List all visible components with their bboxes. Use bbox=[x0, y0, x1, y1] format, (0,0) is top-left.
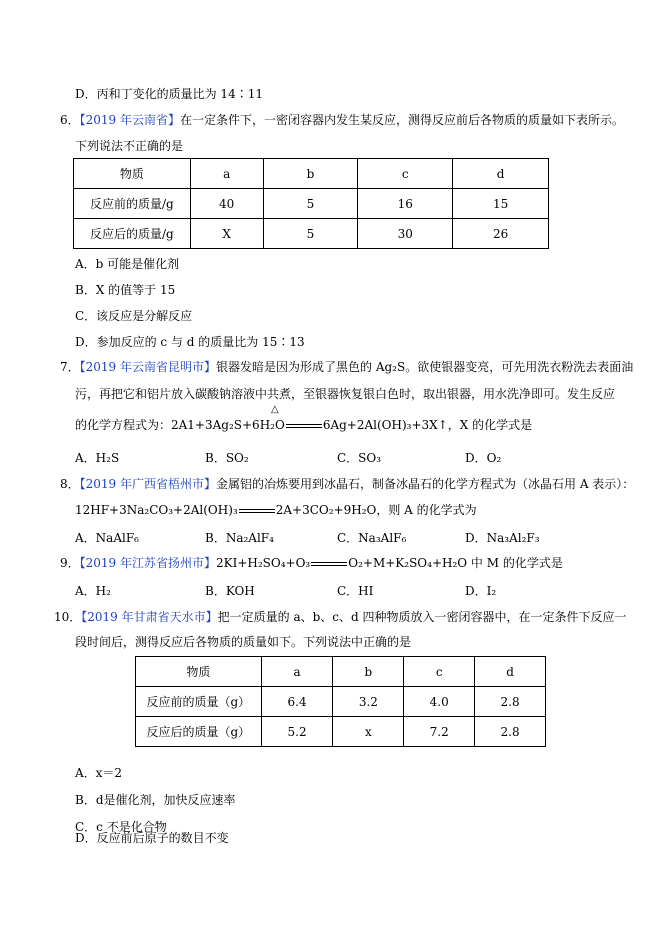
q8-option-d: D．Na₃Al₂F₃ bbox=[465, 531, 540, 545]
cell: c bbox=[358, 159, 453, 189]
eq-right: 2A+3CO₂+9H₂O，则 A 的化学式为 bbox=[275, 503, 477, 517]
q8-number: 8． bbox=[60, 477, 80, 491]
q7-source: 【2019 年云南省昆明市】 bbox=[79, 360, 216, 374]
cell: 7.2 bbox=[404, 717, 475, 747]
eq-right: O₂+M+K₂SO₄+H₂O 中 M 的化学式是 bbox=[348, 556, 563, 570]
q8-source: 【2019 年广西省梧州市】 bbox=[79, 477, 216, 491]
q8-stem bbox=[60, 476, 634, 492]
q10-option-a: A．x＝2 bbox=[75, 766, 123, 780]
q6-number: 6． bbox=[60, 113, 80, 127]
cell: a bbox=[190, 159, 263, 189]
cell: 2.8 bbox=[475, 687, 546, 717]
cell: d bbox=[475, 657, 546, 687]
q10-stem-text: 把一定质量的 a、b、c、d 四种物质放入一密闭容器中，在一定条件下反应一 bbox=[217, 610, 627, 624]
cell: d bbox=[453, 159, 549, 189]
table-header-row bbox=[136, 657, 546, 687]
q6-option-d: D．参加反应的 c 与 d 的质量比为 15∶13 bbox=[75, 335, 305, 349]
cell: 6.4 bbox=[261, 687, 333, 717]
eq-left: 2KI+H₂SO₄+O₃ bbox=[216, 556, 311, 570]
q10-option-d: D．反应前后原子的数目不变 bbox=[75, 831, 229, 845]
q7-number: 7． bbox=[60, 360, 80, 374]
q7-option-a: A．H₂S bbox=[75, 451, 120, 465]
cell: x bbox=[333, 717, 404, 747]
cell: c bbox=[404, 657, 475, 687]
q8-stem-text: 金属铝的冶炼要用到冰晶石，制备冰晶石的化学方程式为（冰晶石用 A 表示）： bbox=[216, 477, 635, 491]
cell: 26 bbox=[453, 219, 549, 249]
q7-option-d: D．O₂ bbox=[465, 451, 502, 465]
q9-option-d: D．I₂ bbox=[465, 584, 497, 598]
q6-option-c: C．该反应是分解反应 bbox=[75, 309, 193, 323]
q9-number: 9． bbox=[60, 556, 80, 570]
q10-source: 【2019 年甘肃省天水市】 bbox=[81, 610, 218, 624]
equals-sign bbox=[239, 509, 275, 513]
table-row bbox=[74, 189, 549, 219]
q10-stem2: 段时间后，测得反应后各物质的质量如下。下列说法中正确的是 bbox=[75, 635, 412, 649]
q6-source: 【2019 年云南省】 bbox=[79, 113, 180, 127]
table-row bbox=[136, 717, 546, 747]
cell: 5.2 bbox=[261, 717, 333, 747]
q8-equation bbox=[75, 502, 477, 518]
q10-option-b: B．d是催化剂，加快反应速率 bbox=[75, 793, 236, 807]
q8-option-a: A．NaAlF₆ bbox=[75, 531, 139, 545]
q10-stem bbox=[54, 609, 627, 625]
equals-sign bbox=[286, 424, 322, 428]
cell: 3.2 bbox=[333, 687, 404, 717]
q6-stem-text: 在一定条件下，一密闭容器内发生某反应，测得反应前后各物质的质量如下表所示。 bbox=[180, 113, 625, 127]
q7-option-b: B．SO₂ bbox=[205, 451, 249, 465]
cell: 15 bbox=[453, 189, 549, 219]
q9-option-c: C．HI bbox=[337, 584, 374, 598]
q8-option-c: C．Na₃AlF₆ bbox=[337, 531, 407, 545]
cell: b bbox=[333, 657, 404, 687]
q7-equation bbox=[75, 417, 532, 433]
q9-source: 【2019 年江苏省扬州市】 bbox=[79, 556, 216, 570]
cell: 30 bbox=[358, 219, 453, 249]
q8-option-b: B．Na₂AlF₄ bbox=[205, 531, 274, 545]
q6-stem2: 下列说法不正确的是 bbox=[75, 139, 184, 153]
eq-left: 的化学方程式为：2A1+3Ag₂S+6H₂O bbox=[75, 418, 285, 432]
cell: 反应前的质量/g bbox=[74, 189, 191, 219]
q7-stem bbox=[60, 359, 633, 375]
cell: X bbox=[190, 219, 263, 249]
table-row bbox=[74, 219, 549, 249]
q9-stem bbox=[60, 555, 563, 571]
cell: b bbox=[263, 159, 358, 189]
cell: 物质 bbox=[74, 159, 191, 189]
q5-option-d: D．丙和丁变化的质量比为 14∶11 bbox=[75, 87, 263, 101]
equals-sign bbox=[311, 562, 347, 566]
cell: 2.8 bbox=[475, 717, 546, 747]
cell: 5 bbox=[263, 219, 358, 249]
q10-table bbox=[135, 656, 546, 747]
q7-option-c: C．SO₃ bbox=[337, 451, 382, 465]
q6-option-a: A．b 可能是催化剂 bbox=[75, 257, 180, 271]
eq-right: 6Ag+2Al(OH)₃+3X↑，X 的化学式是 bbox=[322, 418, 533, 432]
table-row bbox=[136, 687, 546, 717]
q9-option-a: A．H₂ bbox=[75, 584, 111, 598]
cell: a bbox=[261, 657, 333, 687]
q6-table bbox=[73, 158, 549, 249]
q10-number: 10． bbox=[54, 610, 82, 624]
cell: 40 bbox=[190, 189, 263, 219]
q7-stem2: 污，再把它和铝片放入碳酸钠溶液中共煮，至银器恢复银白色时，取出银器，用水洗净即可。发生反应 bbox=[75, 387, 616, 401]
cell: 16 bbox=[358, 189, 453, 219]
cell: 反应后的质量（g） bbox=[136, 717, 262, 747]
cell: 5 bbox=[263, 189, 358, 219]
cell: 反应后的质量/g bbox=[74, 219, 191, 249]
table-header-row bbox=[74, 159, 549, 189]
cell: 物质 bbox=[136, 657, 262, 687]
eq-left: 12HF+3Na₂CO₃+2Al(OH)₃ bbox=[75, 503, 238, 517]
q7-stem-text: 银器发暗是因为形成了黑色的 Ag₂S。欲使银器变亮，可先用洗衣粉洗去表面油 bbox=[216, 360, 634, 374]
q9-option-b: B．KOH bbox=[205, 584, 255, 598]
q6-option-b: B．X 的值等于 15 bbox=[75, 283, 176, 297]
cell: 4.0 bbox=[404, 687, 475, 717]
q10-option-c: C．c 不是化合物 bbox=[75, 820, 167, 834]
q6-stem bbox=[60, 112, 624, 128]
cell: 反应前的质量（g） bbox=[136, 687, 262, 717]
heating-triangle-symbol: △ bbox=[271, 404, 279, 415]
